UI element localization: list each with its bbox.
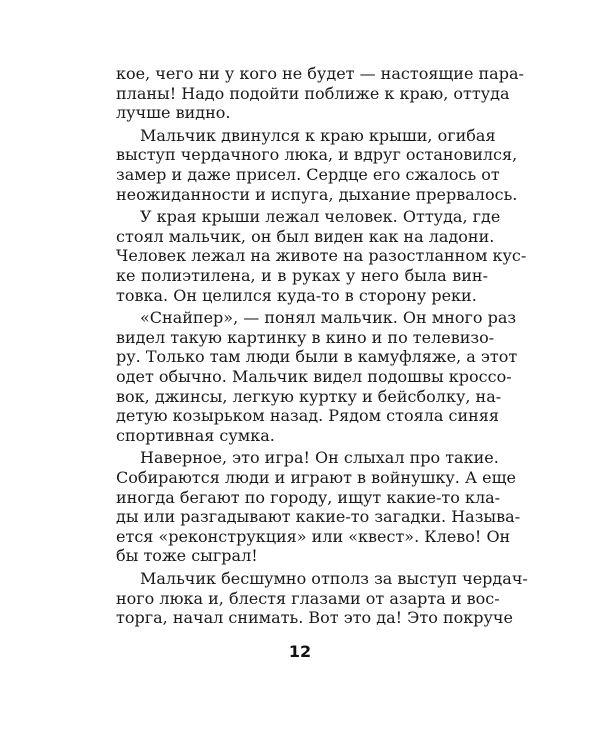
text-line: ке полиэтилена, и в руках у него была вин- bbox=[116, 266, 488, 285]
text-line: торга, начал снимать. Вот это да! Это покруче bbox=[116, 608, 513, 628]
text-line: замер и даже присел. Сердце его сжалось от bbox=[116, 165, 500, 184]
text-line: ется «реконструкция» или «квест». Клево! Он bbox=[116, 526, 511, 546]
text-line: выступ чердачного люка, и вдруг остановился, bbox=[116, 145, 518, 165]
text-line: Наверное, это игра! Он слыхал про такие. bbox=[140, 448, 499, 468]
text-line: планы! Надо подойти поближе к краю, оттуда bbox=[116, 83, 510, 103]
text-line: Человек лежал на животе на разостланном кус- bbox=[116, 246, 527, 266]
text-line: лучше видно. bbox=[116, 103, 231, 123]
text-line: спортивная сумка. bbox=[116, 425, 275, 445]
text-line: товка. Он целился куда-то в сторону реки. bbox=[116, 285, 477, 305]
text-line: неожиданности и испуга, дыхание прервалось. bbox=[116, 184, 518, 204]
text-line: У края крыши лежал человек. Оттуда, где bbox=[140, 207, 501, 227]
text-line: «Снайпер», — понял мальчик. Он много раз bbox=[140, 308, 517, 328]
text-line: вок, джинсы, легкую куртку и бейсболку, на- bbox=[116, 386, 502, 406]
page-number: 12 bbox=[288, 641, 312, 661]
text-line: ру. Только там люди были в камуфляже, а этот bbox=[116, 347, 518, 367]
text-line: одет обычно. Мальчик видел подошвы кроссо- bbox=[116, 367, 512, 386]
text-line: ды или разгадывают какие-то загадки. Называ- bbox=[116, 507, 521, 527]
text-line: ного люка и, блестя глазами от азарта и вос- bbox=[116, 588, 500, 608]
text-line: видел такую картинку в кино и по телевизо- bbox=[116, 327, 495, 347]
text-line: стоял мальчик, он был виден как на ладони. bbox=[116, 226, 495, 246]
text-line: Мальчик двинулся к краю крыши, огибая bbox=[140, 125, 496, 145]
text-line: кое, чего ни у кого не будет — настоящие пара- bbox=[116, 64, 524, 83]
text-line: бы тоже сыграл! bbox=[116, 546, 258, 566]
text-line: Собираются люди и играют в войнушку. А еще bbox=[116, 468, 516, 487]
text-line: иногда бегают по городу, ищут какие-то кла- bbox=[116, 487, 501, 507]
text-line: детую козырьком назад. Рядом стояла синяя bbox=[116, 406, 499, 426]
text-line: Мальчик бесшумно отполз за выступ чердач- bbox=[140, 569, 528, 588]
